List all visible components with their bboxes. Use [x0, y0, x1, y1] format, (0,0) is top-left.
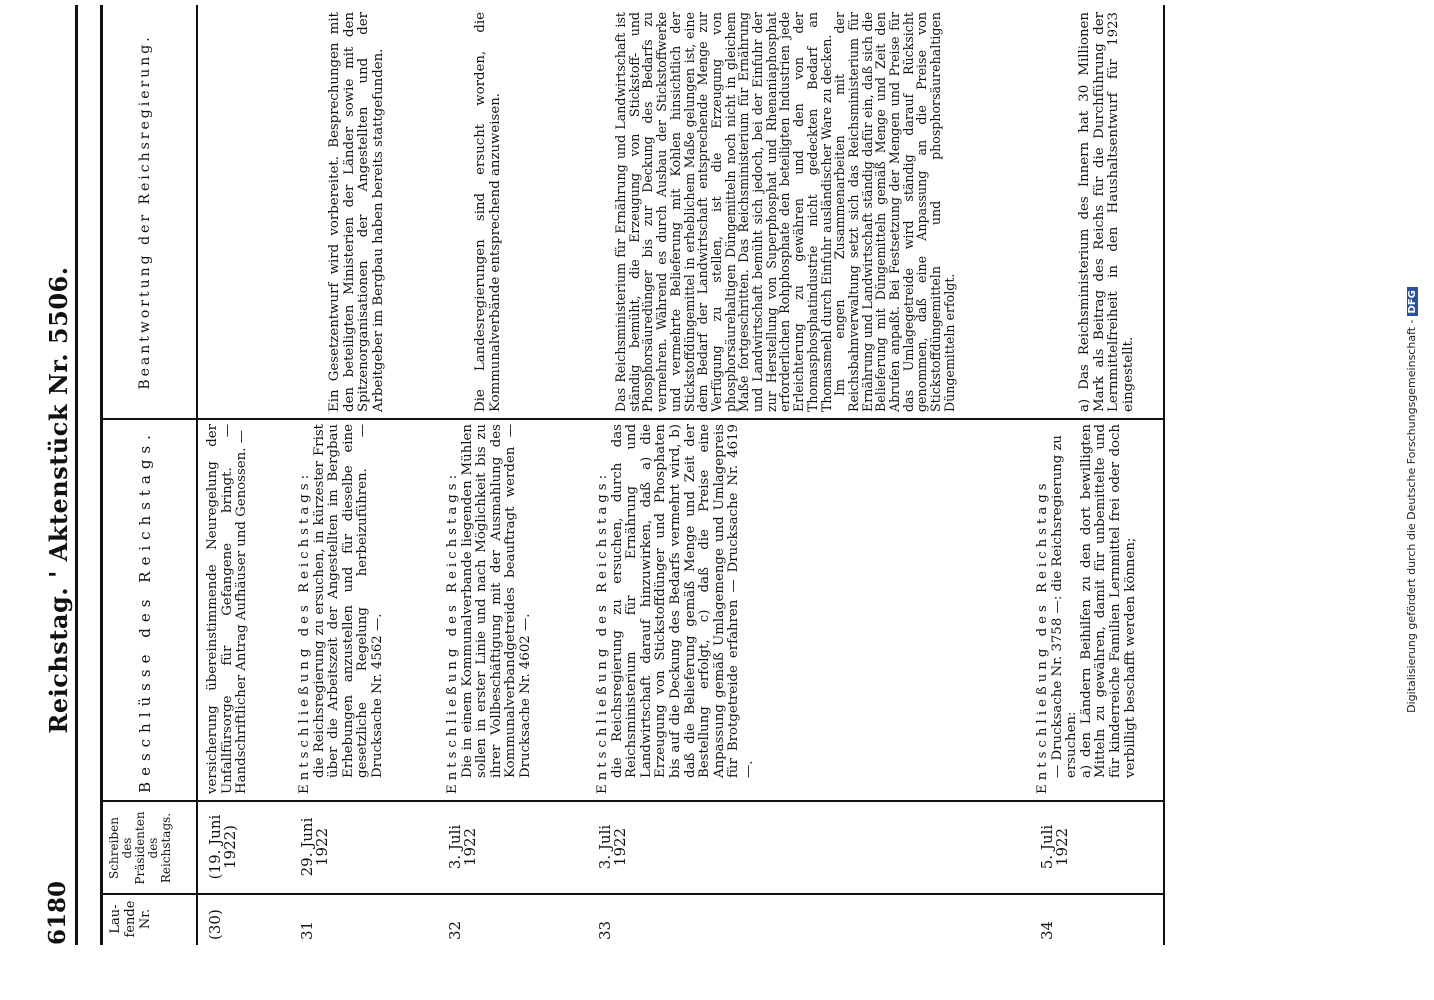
page-header	[40, 0, 80, 1000]
row-date: 5. Juli 1922	[1038, 824, 1071, 870]
row-nr: 34	[1038, 920, 1056, 940]
page-title: Reichstag. ' Aktenstück Nr. 5506.	[44, 266, 73, 734]
header-row-rule	[196, 5, 198, 945]
row-beschluss-text: die Reichsregierung zu ersuchen, in kürzester Frist über die Arbeitszeit der Angestellten im Bergbau Erhebungen anzustellen und für dieselbe eine gesetzliche Regelung herbeizuführen. — Drucksache Nr. 4562 —.	[311, 424, 385, 778]
footer-text: Digitalisierung gefördert durch die Deutsche Forschungsgemeinschaft -	[1405, 319, 1418, 713]
header-antwort: Beantwortung der Reichsregierung.	[137, 34, 153, 390]
dfg-logo: DFG	[1407, 287, 1418, 316]
row-date: 3. Juli 1922	[446, 824, 479, 870]
row-nr: 33	[596, 920, 614, 940]
table-bottom-rule	[1163, 5, 1165, 945]
row-beschluss-text: versicherung übereinstimmende Neuregelung der Unfallfürsorge für Gefangene bringt. — Handschriftlicher Antrag Aufhäuser und Genossen. —	[205, 424, 250, 794]
row-beschluss-text: — Drucksache Nr. 3758 —: die Reichsregierung zu ersuchen:	[1049, 435, 1080, 778]
digitization-footer	[1405, 3, 1418, 997]
header-beschluesse: Beschlüsse des Reichstags.	[136, 429, 154, 793]
row-date: 3. Juli 1922	[596, 824, 629, 870]
row-beschluss-heading: Entschließung des Reichstags:	[595, 470, 610, 794]
row-beschluss-heading: Entschließung des Reichstags	[1035, 479, 1050, 794]
column-divider	[100, 418, 1163, 420]
row-antwort: Die Landesregierungen sind ersucht worden, die Kommunalverbände entsprechend anzuweisen.	[473, 12, 503, 412]
row-date: (19. Juni 1922)	[206, 814, 239, 880]
row-nr: (30)	[206, 909, 224, 940]
column-divider	[100, 893, 1163, 895]
row-antwort-continued: Im engen Zusammenarbeiten mit der Reichsbahnverwaltung setzt sich das Reichsministerium für Ernährung und Landwirtschaft ständig dafür ein, daß sich die Belieferung mit Düngemitteln gemäß Menge und Zeit den Abrufen anpaßt. Bei Festsetzung der Mengen und Preise für das Umlagegetreide wird ständig darauf Rücksicht genommen, daß eine Anpassung an die Preise von Stickstoffdüngemitteln und phosphorsäurehaltigen Düngemitteln erfolgt.	[832, 12, 957, 412]
row-beschluss-heading: Entschließung des Reichstags:	[297, 470, 312, 794]
row-nr: 31	[298, 920, 316, 940]
row-nr: 32	[446, 920, 464, 940]
row-beschluss-text: Die in einem Kommunalverbande liegenden Mühlen sollen in erster Linie und nach Möglichkeit bis zu ihrer Vollbeschäftigung mit der Ausmahlung des Kommunalverbandgetreides beauftragt werden — Drucksache Nr. 4602 —.	[459, 424, 533, 778]
row-antwort: Das Reichsministerium für Ernährung und Landwirtschaft ist ständig bemüht, die Erzeugung von Stickstoff- und Phosphorsäuredünger bis zur Deckung des Bedarfs zu vermehren. Während es durch Ausbau der Stickstoffwerke und vermehrte Belieferung mit Kohlen hinsichtlich der Stickstoffdüngemittel in erheblichem Maße gelungen ist, eine dem Bedarf der Landwirtschaft entsprechende Menge zur Verfügung zu stellen, ist die Erzeugung von phosphorsäurehaltigen Düngemitteln noch nicht in gleichem Maße fortgeschritten. Das Reichsministerium für Ernährung und Landwirtschaft bemüht sich jedoch, bei der Einfuhr der zur Herstellung von Superphosphat und Rhenaniaphosphat erforderlichen Rohphosphate den beteiligten Industrien jede Erleichterung zu gewähren und den von der Thomasphosphatindustrie nicht gedeckten Bedarf an Thomasmehl durch Einfuhr ausländischer Ware zu decken.	[613, 12, 834, 412]
row-antwort: a) Das Reichsministerium des Innern hat 30 Millionen Mark als Beitrag des Reichs für die Durchführung der Lernmittelfreiheit in den Haushaltsentwurf für 1923 eingestellt.	[1077, 12, 1136, 412]
page-number: 6180	[44, 880, 71, 945]
table-top-rule	[100, 5, 103, 945]
row-beschluss-text: die Reichsregierung zu ersuchen, durch das Reichsministerium für Ernährung und Landwirtschaft darauf hinzuwirken, daß a) die Erzeugung von Stickstoffdünger und Phosphaten bis auf die Deckung des Bedarfs vermehrt wird, b) daß die Belieferung gemäß Menge und Zeit der Bestellung erfolgt, c) daß die Preise eine Anpassung gemäß Umlagemenge und Umlagepreis für Brotgetreide erfahren — Drucksache Nr. 4619 —.	[609, 424, 756, 778]
row-beschluss-item: a) den Ländern Beihilfen zu den dort bewilligten Mitteln zu gewähren, damit für unbemittelte und für kinderreiche Familien Lernmittel frei oder doch verbilligt beschafft werden können;	[1078, 424, 1138, 778]
top-rule	[75, 5, 78, 945]
header-nr: Lau- fende Nr.	[108, 900, 153, 938]
header-schreiben: Schreiben des Präsidenten des Reichstags.	[107, 811, 173, 885]
row-beschluss-heading: Entschließung des Reichstags:	[445, 470, 460, 794]
column-divider	[100, 800, 1163, 802]
row-date: 29. Juni 1922	[298, 817, 331, 877]
row-antwort: Ein Gesetzentwurf wird vorbereitet. Besprechungen mit den beteiligten Ministerien der Länder sowie mit den Spitzenorganisationen der Angestellten und der Arbeitgeber im Bergbau haben bereits stattgefunden.	[327, 12, 386, 412]
